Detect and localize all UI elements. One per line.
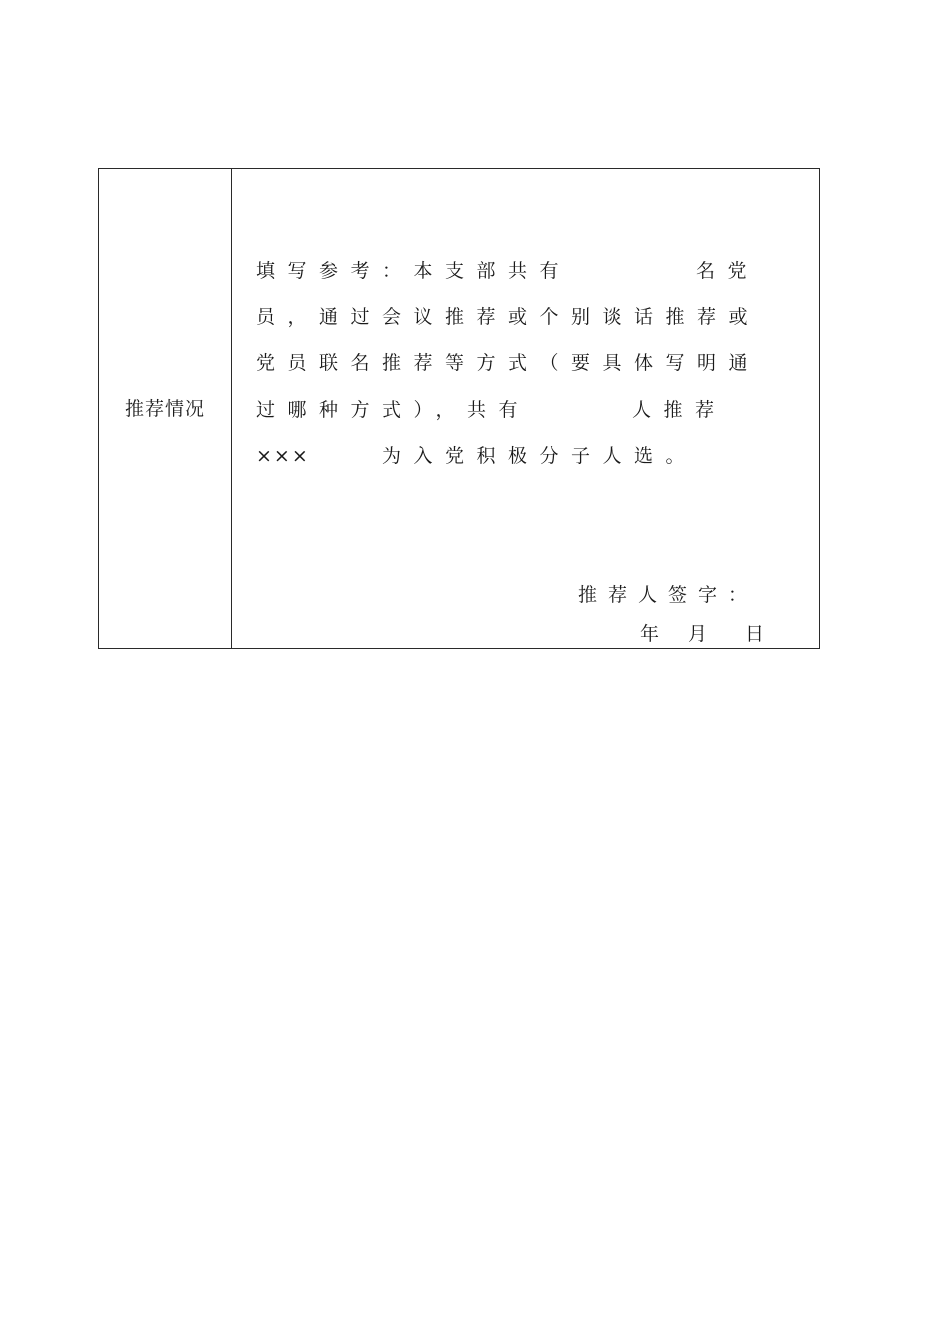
label-cell: [99, 169, 232, 648]
reference-line-4-left: 过哪种方式），共有: [256, 399, 531, 421]
reference-line-2: 员，通过会议推荐或个别谈话推荐或: [256, 306, 761, 328]
reference-line-4-right: 人推荐: [632, 399, 727, 421]
recommendation-table: [98, 168, 820, 649]
reference-line-1-left: 填写参考：本支部共有: [256, 260, 572, 282]
signature-label: 推荐人签字：: [578, 584, 759, 606]
date-month: 月: [688, 623, 708, 645]
date-year: 年: [640, 623, 660, 645]
content-cell: [232, 169, 819, 648]
nominee-placeholder: ×××: [256, 445, 310, 467]
reference-line-5-right: 为入党积极分子人选。: [382, 445, 698, 467]
reference-line-3: 党员联名推荐等方式（要具体写明通: [256, 352, 761, 374]
reference-line-1-right: 名党: [696, 260, 760, 282]
recommendation-label: 推荐情况: [124, 398, 205, 420]
date-day: 日: [745, 623, 765, 645]
